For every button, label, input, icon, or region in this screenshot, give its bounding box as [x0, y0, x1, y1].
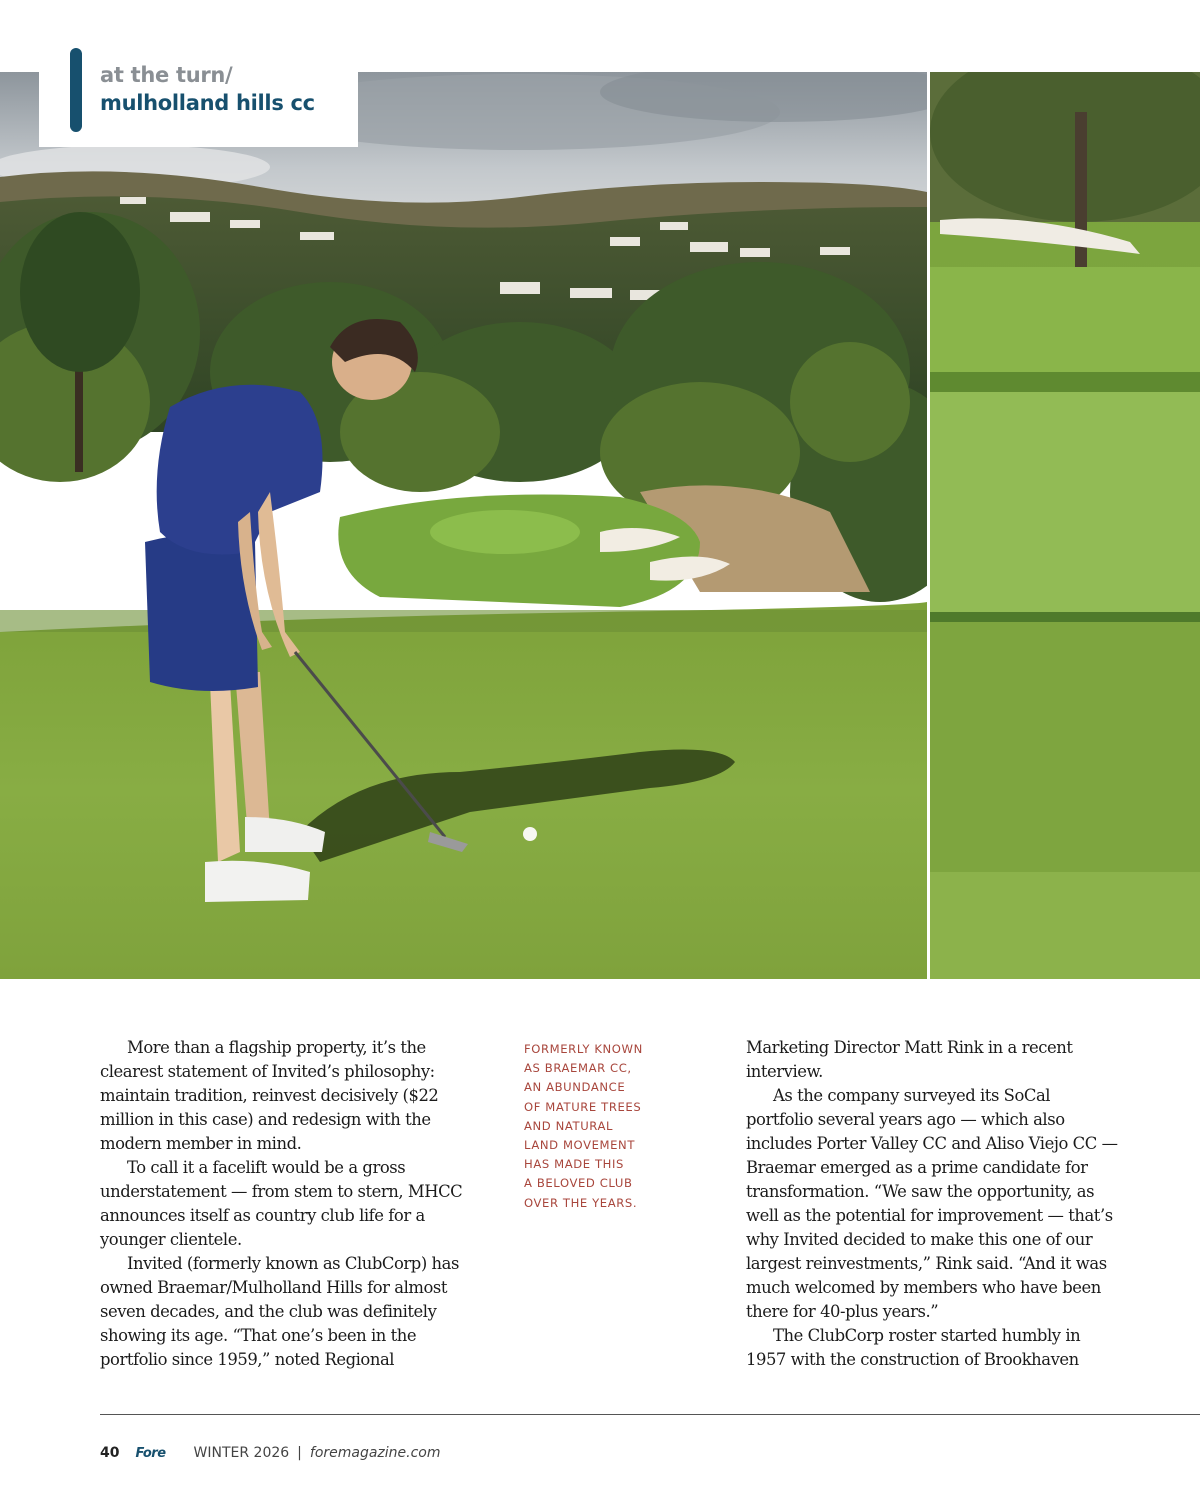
section-kicker: at the turn/ — [100, 63, 233, 87]
pull-quote-line: LAND MOVEMENT — [524, 1138, 636, 1153]
paragraph: Marketing Director Matt Rink in a recent interview. — [746, 1038, 1073, 1081]
pull-quote-line: OVER THE YEARS. — [524, 1195, 638, 1210]
page-number: 40 — [100, 1445, 120, 1461]
paragraph: The ClubCorp roster started humbly in 1957 with the construction of Brookhaven — [746, 1326, 1081, 1369]
pull-quote-line: A BELOVED CLUB — [524, 1176, 633, 1191]
pull-quote-line: FORMERLY KNOWN — [524, 1042, 643, 1056]
magazine-logo: Fore — [135, 1445, 166, 1461]
footer-separator: | — [297, 1445, 302, 1461]
paragraph: More than a flagship property, it’s the clearest statement of Invited’s philosophy: maintain tradition, reinvest decisively ($22 million in this case) and redesign with the modern member in mind. — [100, 1038, 439, 1153]
pull-quote-line: AND NATURAL — [524, 1118, 614, 1133]
pull-quote-line: AS BRAEMAR CC, — [524, 1061, 632, 1076]
footer-rule — [100, 1414, 1200, 1415]
paragraph: Invited (formerly known as ClubCorp) has owned Braemar/Mulholland Hills for almost seven decades, and the club was definitely showing its age. “That one’s been in the portfolio since 1959,” noted Regional — [100, 1254, 459, 1369]
issue-label: WINTER 2026 — [193, 1445, 290, 1461]
pull-quote — [524, 1040, 674, 1213]
website-link[interactable]: foremagazine.com — [309, 1445, 441, 1461]
section-tag-bar — [70, 48, 82, 132]
article-column-right — [746, 1036, 1121, 1372]
page-footer — [100, 1443, 441, 1463]
pull-quote-line: HAS MADE THIS — [524, 1157, 624, 1172]
hero-photo — [0, 72, 927, 979]
article-column-left — [100, 1036, 470, 1372]
paragraph: As the company surveyed its SoCal portfolio several years ago — which also includes Porter Valley CC and Aliso Viejo CC — Braemar emerged as a prime candidate for transformation. “We saw the opportunity, as well as the potential for improvement — that’s why Invited decided to make this one of our largest reinvestments,” Rink said. “And it was much welcomed by members who have been there for 40-plus years.” — [746, 1086, 1118, 1321]
section-title: mulholland hills cc — [100, 91, 315, 115]
inset-photo — [930, 72, 1200, 979]
pull-quote-line: OF MATURE TREES — [524, 1099, 642, 1114]
pull-quote-line: AN ABUNDANCE — [524, 1080, 626, 1095]
paragraph: To call it a facelift would be a gross understatement — from stem to stern, MHCC announces itself as country club life for a younger clientele. — [100, 1158, 463, 1249]
